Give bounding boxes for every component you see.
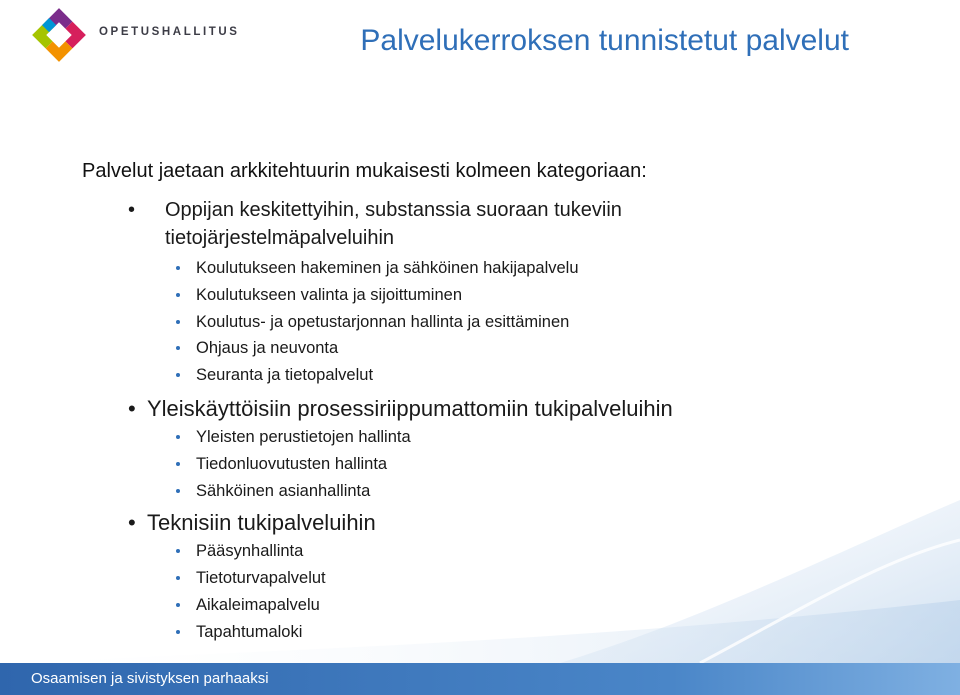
list-item xyxy=(196,542,303,561)
list-item xyxy=(196,482,370,501)
list-item xyxy=(196,569,326,588)
bullet-icon xyxy=(176,603,180,607)
list-item xyxy=(196,366,373,385)
bullet-icon xyxy=(176,462,180,466)
list-item-text: Koulutus- ja opetustarjonnan hallinta ja esittäminen xyxy=(196,313,570,331)
list-item-text: Sähköinen asianhallinta xyxy=(196,482,371,500)
bullet-icon xyxy=(176,293,180,297)
footer-text: Osaamisen ja sivistyksen parhaaksi xyxy=(31,670,269,687)
bullet-icon xyxy=(176,320,180,324)
logo-text: OPETUSHALLITUS xyxy=(99,26,240,38)
intro-text: Palvelut jaetaan arkkitehtuurin mukaisesti kolmeen kategoriaan: xyxy=(82,160,647,182)
category-3 xyxy=(128,510,376,536)
list-item-text: Tapahtumaloki xyxy=(196,623,303,641)
list-item xyxy=(196,313,569,332)
bullet-icon xyxy=(176,630,180,634)
list-item-text: Tietoturvapalvelut xyxy=(196,569,326,587)
category-3-line-1: Teknisiin tukipalveluihin xyxy=(147,510,376,535)
list-item xyxy=(196,455,387,474)
category-1-line-1: Oppijan keskitettyihin, substanssia suoraan tukeviin xyxy=(165,199,622,221)
footer-bar xyxy=(0,663,960,695)
bullet-icon xyxy=(176,576,180,580)
list-item-text: Aikaleimapalvelu xyxy=(196,596,320,614)
slide-title: Palvelukerroksen tunnistetut palvelut xyxy=(360,24,849,57)
category-1-line-2: tietojärjestelmäpalveluihin xyxy=(165,227,395,249)
list-item xyxy=(196,428,411,447)
bullet-icon xyxy=(176,266,180,270)
list-item-text: Ohjaus ja neuvonta xyxy=(196,339,339,357)
list-item-text: Koulutukseen valinta ja sijoittuminen xyxy=(196,286,462,304)
list-item xyxy=(196,623,302,642)
list-item xyxy=(196,596,320,615)
list-item-text: Tiedonluovutusten hallinta xyxy=(196,455,388,473)
bullet-icon xyxy=(176,346,180,350)
list-item xyxy=(196,259,579,278)
bullet-icon xyxy=(176,489,180,493)
bullet-icon xyxy=(176,373,180,377)
category-2-line-1: Yleiskäyttöisiin prosessiriippumattomiin tukipalveluihin xyxy=(147,396,673,421)
opetushallitus-logo-icon xyxy=(30,6,88,64)
category-1 xyxy=(128,196,622,252)
bullet-icon: • xyxy=(128,199,136,221)
bullet-icon xyxy=(176,549,180,553)
list-item xyxy=(196,286,462,305)
list-item-text: Pääsynhallinta xyxy=(196,542,304,560)
bullet-icon: • xyxy=(128,396,136,421)
list-item xyxy=(196,339,338,358)
bullet-icon: • xyxy=(128,510,136,535)
list-item-text: Koulutukseen hakeminen ja sähköinen hakijapalvelu xyxy=(196,259,579,277)
list-item-text: Yleisten perustietojen hallinta xyxy=(196,428,411,446)
category-2 xyxy=(128,396,673,422)
bullet-icon xyxy=(176,435,180,439)
list-item-text: Seuranta ja tietopalvelut xyxy=(196,366,374,384)
